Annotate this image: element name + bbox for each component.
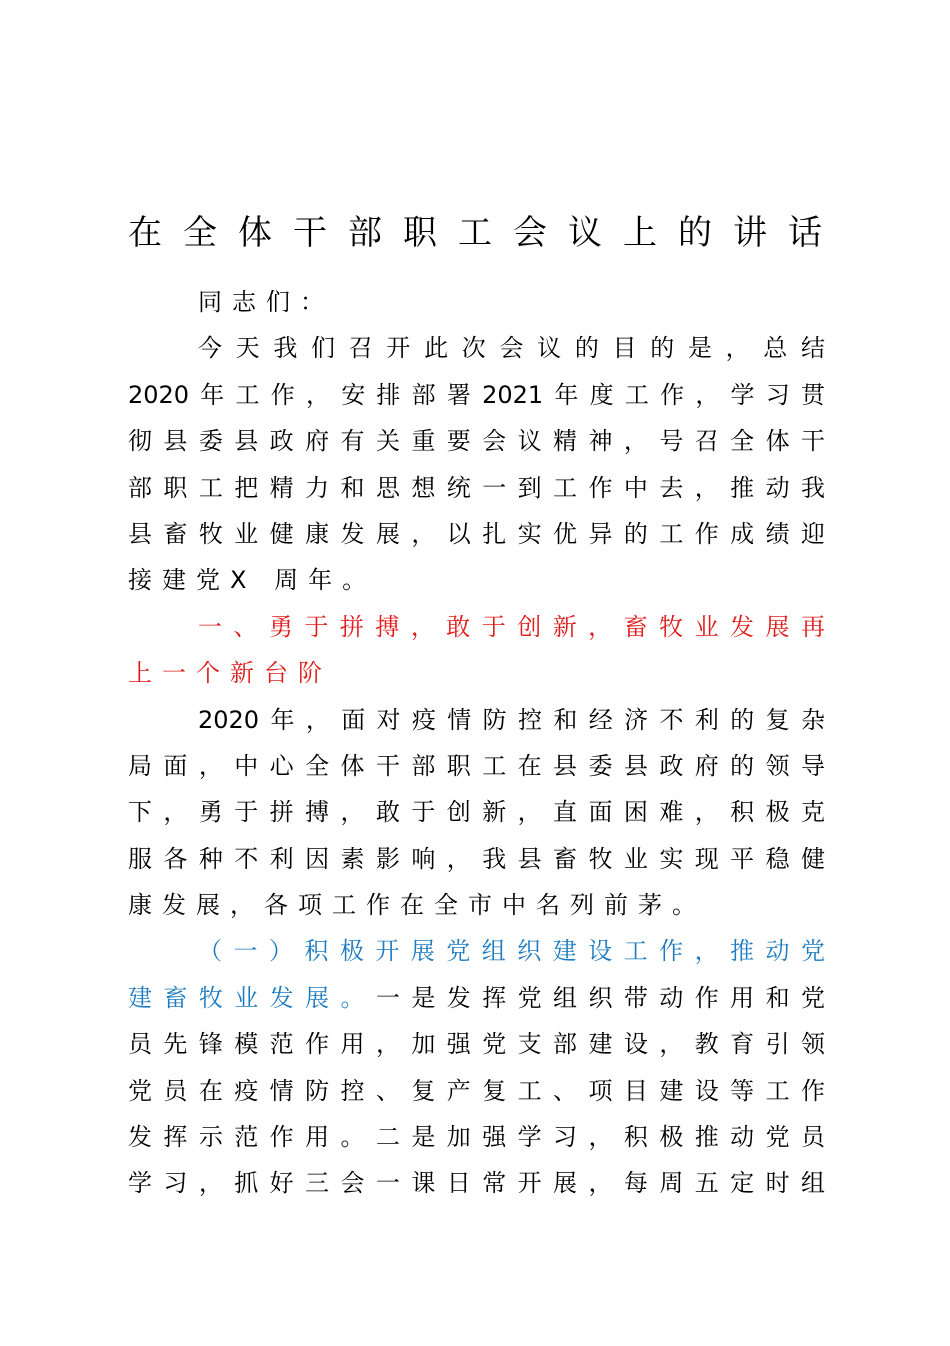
subsection-heading-tail: 建畜牧业发展。 [128, 983, 376, 1012]
paragraph-line: 县畜牧业健康发展，以扎实优异的工作成绩迎 [128, 519, 825, 548]
salutation: 同志们： [198, 288, 334, 316]
paragraph-line: 2020年，面对疫情防控和经济不利的复杂 [198, 705, 825, 734]
paragraph-line: 服各种不利因素影响，我县畜牧业实现平稳健 [128, 844, 825, 873]
paragraph-line: 下，勇于拼搏，敢于创新，直面困难，积极克 [128, 798, 825, 827]
paragraph-line: 员先锋模范作用，加强党支部建设，教育引领 [128, 1030, 825, 1059]
paragraph-line: 今天我们召开此次会议的目的是，总结 [198, 334, 825, 363]
subsection-heading-line: （一）积极开展党组织建设工作，推动党 [198, 937, 825, 966]
section-heading-line: 一、勇于拼搏，敢于创新，畜牧业发展再 [198, 612, 825, 641]
section-heading-line: 上一个新台阶 [128, 659, 332, 688]
paragraph-line: 接建党X 周年。 [128, 566, 377, 595]
paragraph-line: 发挥示范作用。二是加强学习，积极推动党员 [128, 1123, 825, 1152]
document-body [128, 279, 825, 1207]
paragraph-line: 2020年工作，安排部署2021年度工作，学习贯 [128, 380, 825, 409]
page-title: 在全体干部职工会议上的讲话 [128, 213, 843, 253]
paragraph-line: 学习，抓好三会一课日常开展，每周五定时组 [128, 1169, 825, 1198]
paragraph-line [128, 975, 825, 1021]
paragraph-line: 局面，中心全体干部职工在县委县政府的领导 [128, 751, 825, 780]
paragraph-line: 党员在疫情防控、复产复工、项目建设等工作 [128, 1076, 825, 1105]
subsection-text: 一是发挥党组织带动作用和党 [375, 983, 825, 1012]
paragraph-line: 部职工把精力和思想统一到工作中去，推动我 [128, 473, 825, 502]
paragraph-line: 彻县委县政府有关重要会议精神，号召全体干 [128, 427, 825, 456]
paragraph-line: 康发展，各项工作在全市中名列前茅。 [128, 891, 706, 920]
